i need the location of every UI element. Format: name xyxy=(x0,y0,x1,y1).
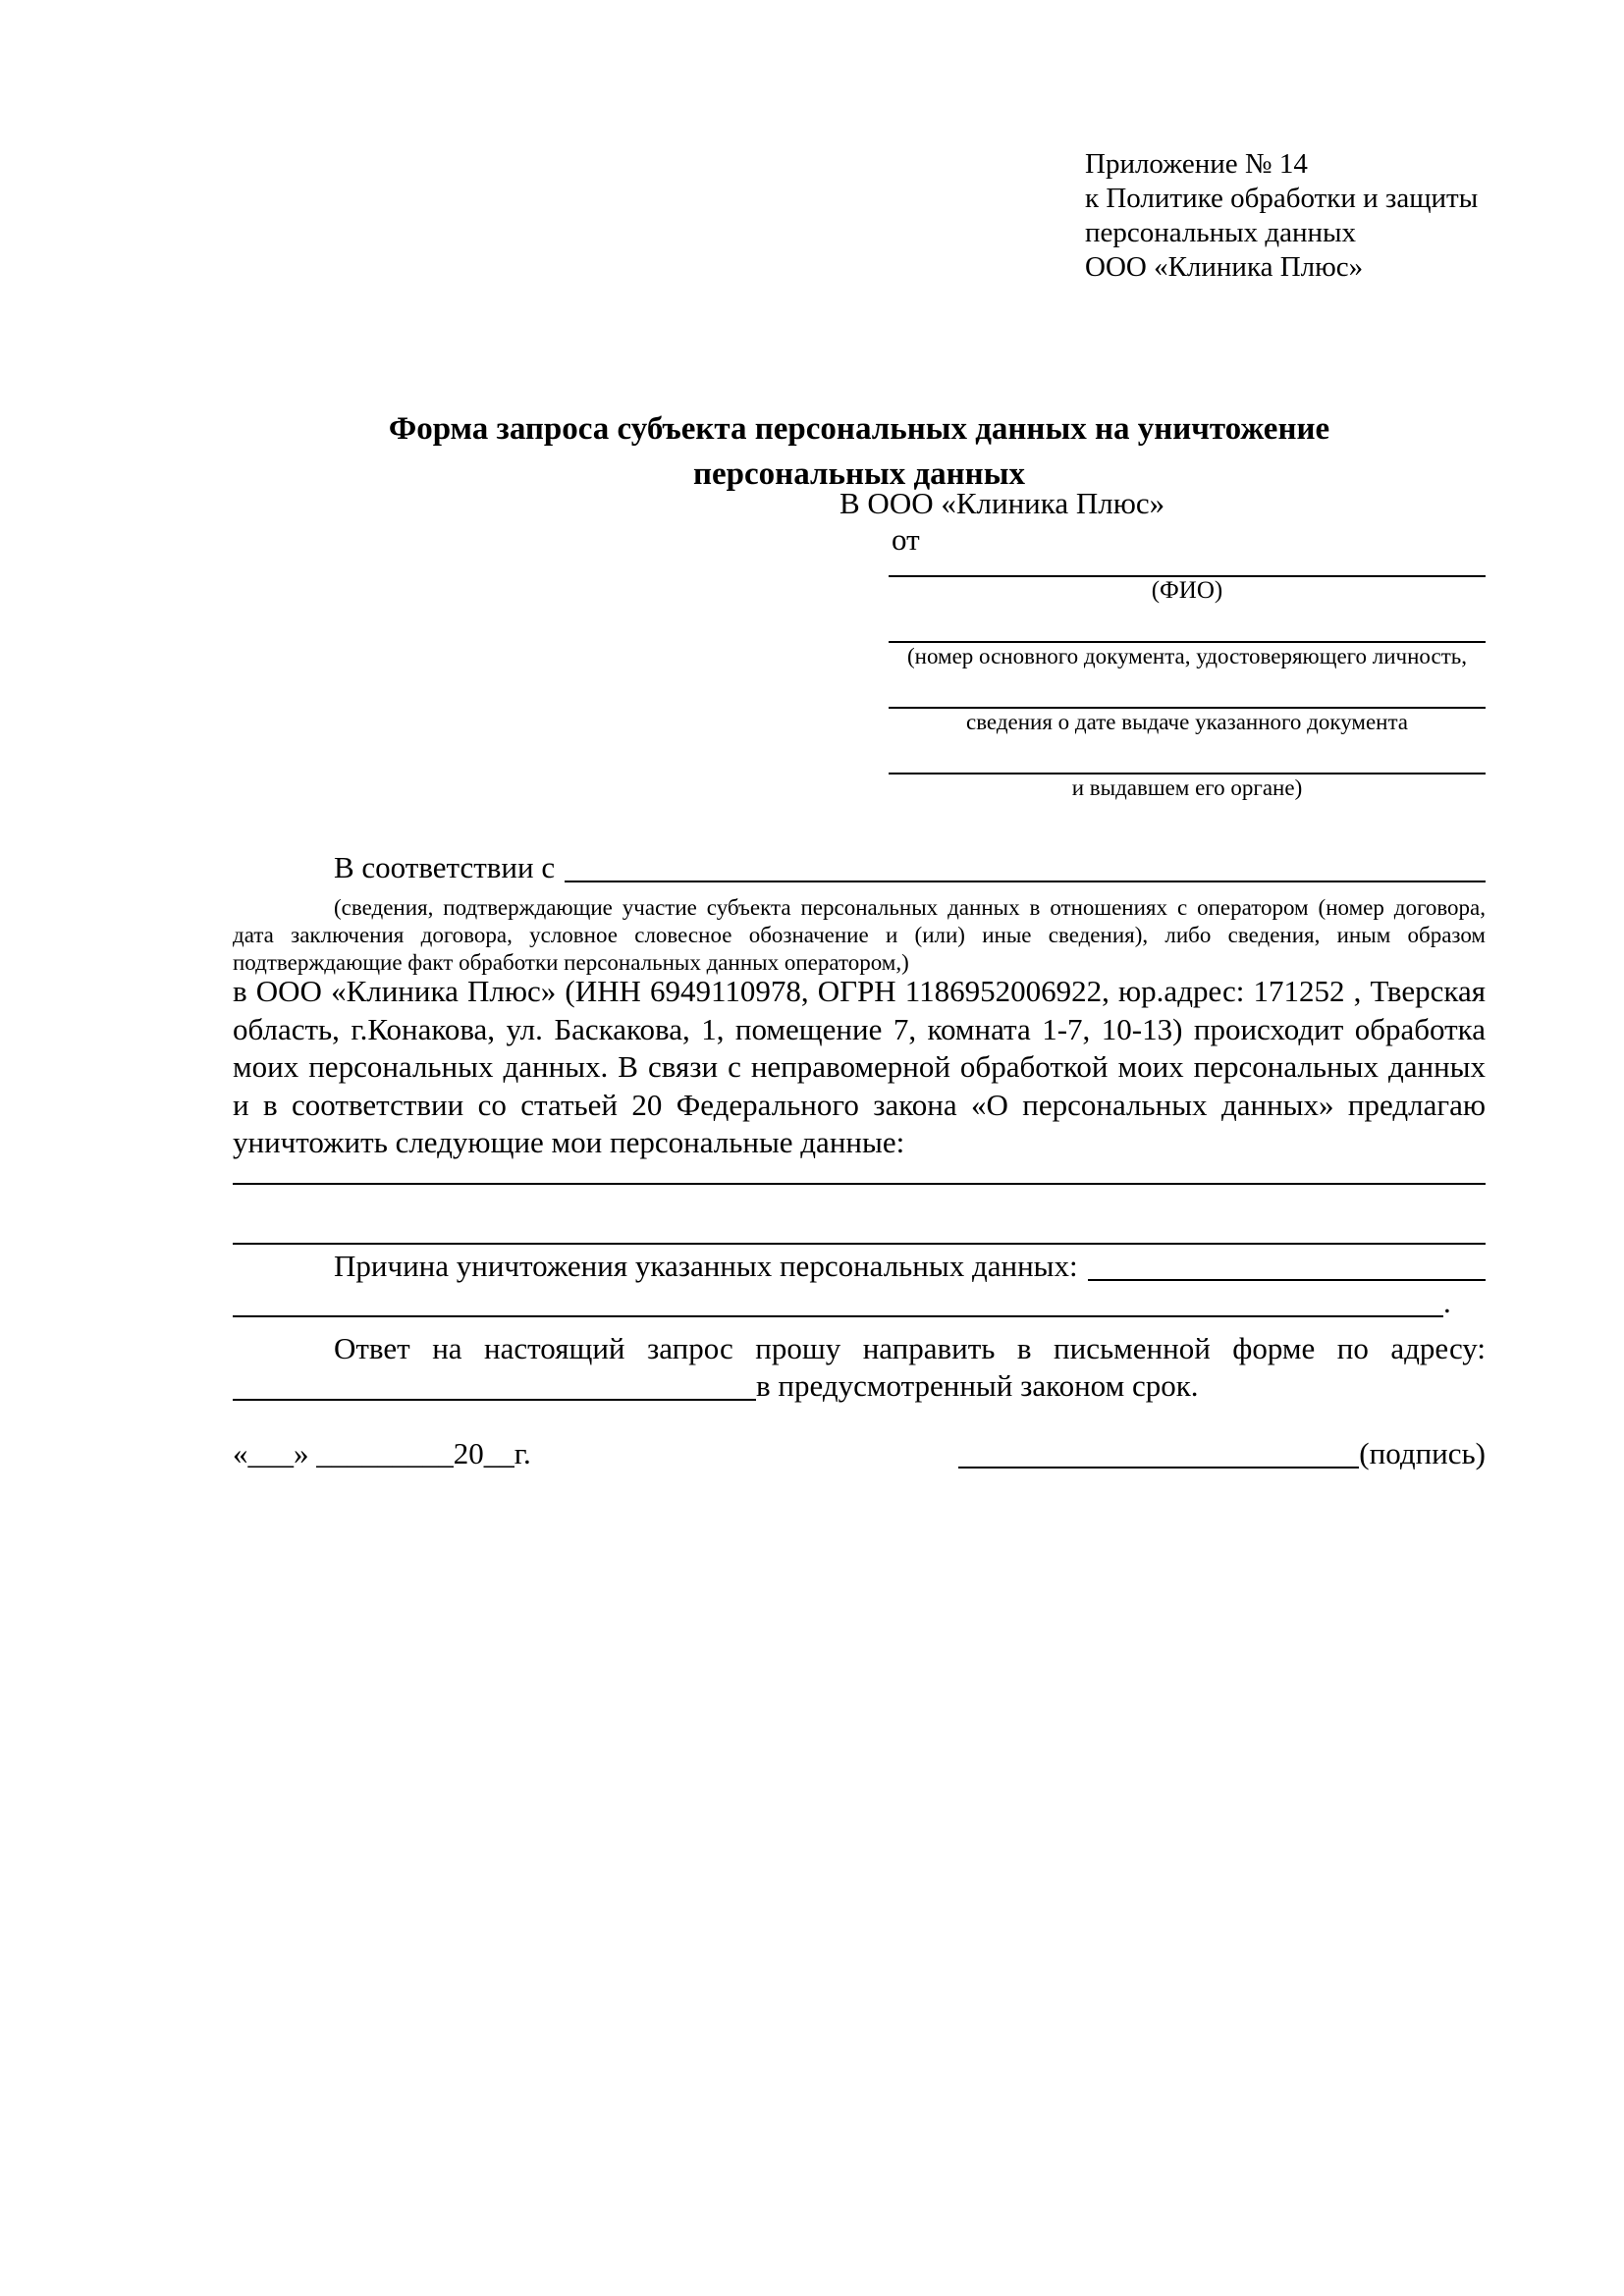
from-label: от xyxy=(892,522,920,557)
date-line: «___» _________20__г. xyxy=(233,1436,531,1470)
appendix-header-line: персональных данных xyxy=(1085,217,1357,248)
fio-caption: (ФИО) xyxy=(1151,577,1223,604)
fio-field xyxy=(889,575,1486,605)
appendix-header-line: ООО «Клиника Плюс» xyxy=(1085,251,1364,283)
issue-date-caption: сведения о дате выдаче указанного документа xyxy=(965,710,1409,734)
answer-tail-text: в предусмотренный законом срок. xyxy=(756,1368,1199,1403)
accordance-prefix: В соответствии с xyxy=(334,850,556,884)
issuing-authority-field xyxy=(889,773,1486,802)
accordance-note: (сведения, подтверждающие участие субъекта персональных данных в отношениях с оператором (номер договора, дата заключения договора, условное словесное обозначение и (или) иные сведения), либо сведения, иным образом подтверждающие факт обработки персональных данных оператором,) xyxy=(233,895,1486,975)
appendix-header-line: к Политике обработки и защиты xyxy=(1085,183,1479,214)
document-title xyxy=(233,406,1486,497)
reason-continuation-row xyxy=(233,1285,1486,1320)
document-number-caption: (номер основного документа, удостоверяющего личность, xyxy=(906,644,1467,668)
address-blank-line xyxy=(233,1399,756,1401)
issuing-authority-caption: и выдавшем его органе) xyxy=(1071,775,1303,800)
personal-data-blank-line-1 xyxy=(233,1183,1486,1185)
appendix-header-line: Приложение № 14 xyxy=(1085,148,1308,180)
reason-row xyxy=(233,1249,1486,1284)
addressee-line: В ООО «Клиника Плюс» xyxy=(839,486,1165,520)
signature-blank-line xyxy=(958,1467,1359,1468)
reason-blank-line xyxy=(1088,1279,1486,1281)
appendix-header xyxy=(1085,147,1478,285)
document-title-line: персональных данных xyxy=(693,456,1025,492)
document-number-field xyxy=(889,641,1486,670)
date-signature-row xyxy=(233,1436,1486,1471)
accordance-blank-line xyxy=(565,881,1486,882)
signature-group xyxy=(958,1436,1486,1471)
answer-sentence: Ответ на настоящий запрос прошу направить в письменной форме по адресу: xyxy=(334,1331,1486,1365)
signature-caption: (подпись) xyxy=(1359,1436,1486,1470)
reason-blank-line-2 xyxy=(233,1315,1443,1317)
personal-data-blank-line-2 xyxy=(233,1243,1486,1245)
answer-address-row xyxy=(233,1368,1486,1404)
accordance-row xyxy=(233,850,1486,885)
main-paragraph: в ООО «Клиника Плюс» (ИНН 6949110978, ОГРН 1186952006922, юр.адрес: 171252 , Тверская область, г.Конакова, ул. Баскакова, 1, помещение 7, комната 1-7, 10-13) происходит обработка моих персональных данных. В связи с неправомерной обработкой моих персональных данных и в соответствии со статьей 20 Федерального закона «О персональных данных» предлагаю уничтожить следующие мои персональные данные: xyxy=(233,974,1486,1159)
issue-date-field xyxy=(889,707,1486,736)
reason-label: Причина уничтожения указанных персональных данных: xyxy=(334,1249,1078,1283)
from-fields-block xyxy=(889,548,1486,802)
document-title-line: Форма запроса субъекта персональных данных на уничтожение xyxy=(388,411,1330,447)
reason-period: . xyxy=(1443,1285,1451,1319)
